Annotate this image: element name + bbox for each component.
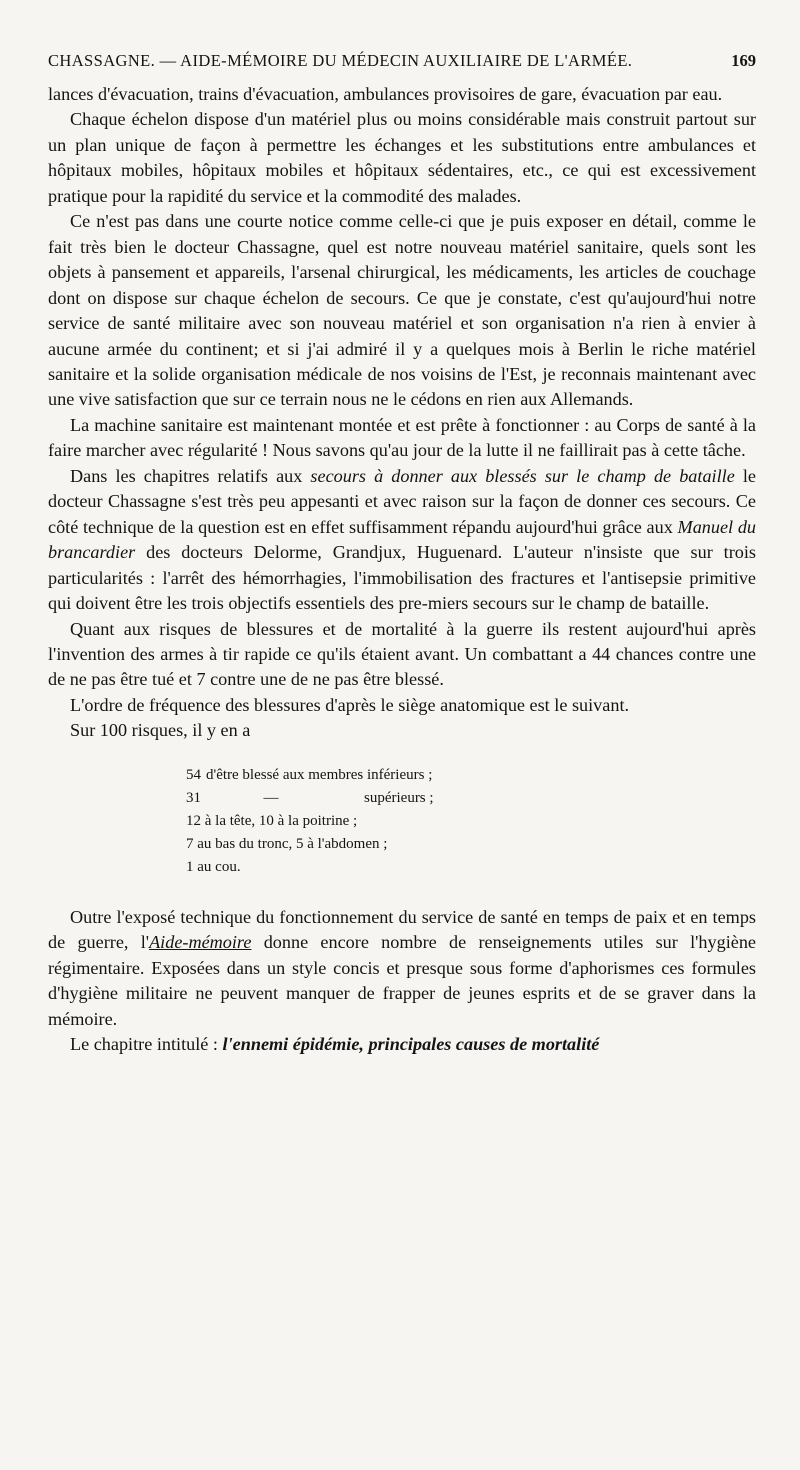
italic-phrase: l'ennemi épidémie, principales causes de mortalité xyxy=(222,1034,600,1055)
text-run: donne encore nombre de renseignements utiles sur l'hygiène régimentaire. Exposées dans un style concis et presque sous forme d'aphorismes ces formules d'hygiène militaire ne peuvent manquer de frapper de jeunes esprits et de se graver dans la mémoire. xyxy=(48,932,756,1029)
risk-item xyxy=(186,833,756,856)
risk-text: 1 au cou. xyxy=(186,858,241,875)
risk-item xyxy=(186,810,756,833)
risk-text: d'être blessé aux membres inférieurs ; xyxy=(206,766,433,783)
paragraph: Sur 100 risques, il y en a xyxy=(70,720,251,741)
paragraph: L'ordre de fréquence des blessures d'après le siège anatomique est le suivant. xyxy=(70,694,630,715)
body-text xyxy=(48,82,756,1058)
risk-item xyxy=(186,764,756,787)
risk-text: 12 à la tête, 10 à la poitrine ; xyxy=(186,812,358,829)
paragraph: La machine sanitaire est maintenant montée et est prête à fonctionner : au Corps de santé à la faire marcher avec régularité ! Nous savons qu'au jour de la lutte il ne faillirait pas à cette tâche. xyxy=(48,414,756,461)
risk-item xyxy=(186,787,756,810)
paragraph xyxy=(48,905,756,1032)
paragraph: lances d'évacuation, trains d'évacuation, ambulances provisoires de gare, évacuation par eau. xyxy=(48,84,723,104)
risk-number: 31 xyxy=(186,789,201,806)
italic-phrase: secours à donner aux blessés sur le champ de bataille xyxy=(310,465,735,486)
text-run: le docteur Chassagne s'est très peu appesanti et avec raison sur la façon de donner ces secours. Ce côté technique de la question est en effet suffisamment répandu aujourd'hui grâce aux xyxy=(48,465,756,537)
paragraph: Chaque échelon dispose d'un matériel plus ou moins considérable mais construit partout sur un plan unique de façon à permettre les échanges et les substitutions entre ambulances et hôpitaux mobiles, hôpitaux mobiles et hôpitaux sédentaires, etc., ce qui est excessivement pratique pour la rapidité du service et la commodité des malades. xyxy=(48,109,756,206)
text-run: Le chapitre intitulé : xyxy=(70,1034,223,1055)
running-title: CHASSAGNE. — AIDE-MÉMOIRE DU MÉDECIN AUXILIAIRE DE L'ARMÉE. xyxy=(48,51,633,70)
text-run: des docteurs Delorme, Grandjux, Huguenard. L'auteur n'insiste que sur trois particularités : l'arrêt des hémorrhagies, l'immobilisation des fractures et l'antisepsie primitive qui doivent être les trois objectifs essentiels des pre-miers secours sur le champ de bataille. xyxy=(48,542,756,614)
italic-phrase: Aide-mémoire xyxy=(149,932,252,953)
risk-text: supérieurs ; xyxy=(364,789,434,806)
risk-number: 54 xyxy=(186,766,201,783)
paragraph: Quant aux risques de blessures et de mortalité à la guerre ils restent aujourd'hui après l'invention des armes à tir rapide ce qu'ils étaient avant. Un combattant a 44 chances contre une de ne pas être tué et 7 contre une de ne pas être blessé. xyxy=(48,618,756,690)
page-number: 169 xyxy=(731,51,756,70)
paragraph xyxy=(48,464,756,617)
paragraph xyxy=(48,1032,756,1057)
text-run: Dans les chapitres relatifs aux xyxy=(70,465,311,486)
risk-ditto-dash: — xyxy=(263,789,279,806)
italic-phrase: Manuel du brancardier xyxy=(48,516,757,563)
risk-item xyxy=(186,856,756,879)
running-header xyxy=(48,50,756,72)
paragraph: Ce n'est pas dans une courte notice comme celle-ci que je puis exposer en détail, comme le fait très bien le docteur Chassagne, quel est notre nouveau matériel sanitaire, quels sont les objets à pansement et appareils, l'arsenal chirurgical, les médicaments, les articles de couchage dont on dispose sur chaque échelon de secours. Ce que je constate, c'est qu'aujourd'hui notre service de santé militaire avec son nouveau matériel et son organisation n'a rien à envier à aucune armée du continent; et si j'ai admiré il y a quelques mois à Berlin le riche matériel sanitaire et la solide organisation médicale de nos voisins de l'Est, je reconnais maintenant avec une vive satisfaction que sur ce terrain nous ne le cédons en rien aux Allemands. xyxy=(48,211,756,410)
risk-list xyxy=(48,764,756,879)
text-run: Outre l'exposé technique du fonctionnement du service de santé en temps de paix et en temps de guerre, l' xyxy=(48,906,756,953)
risk-text: 7 au bas du tronc, 5 à l'abdomen ; xyxy=(186,835,388,852)
